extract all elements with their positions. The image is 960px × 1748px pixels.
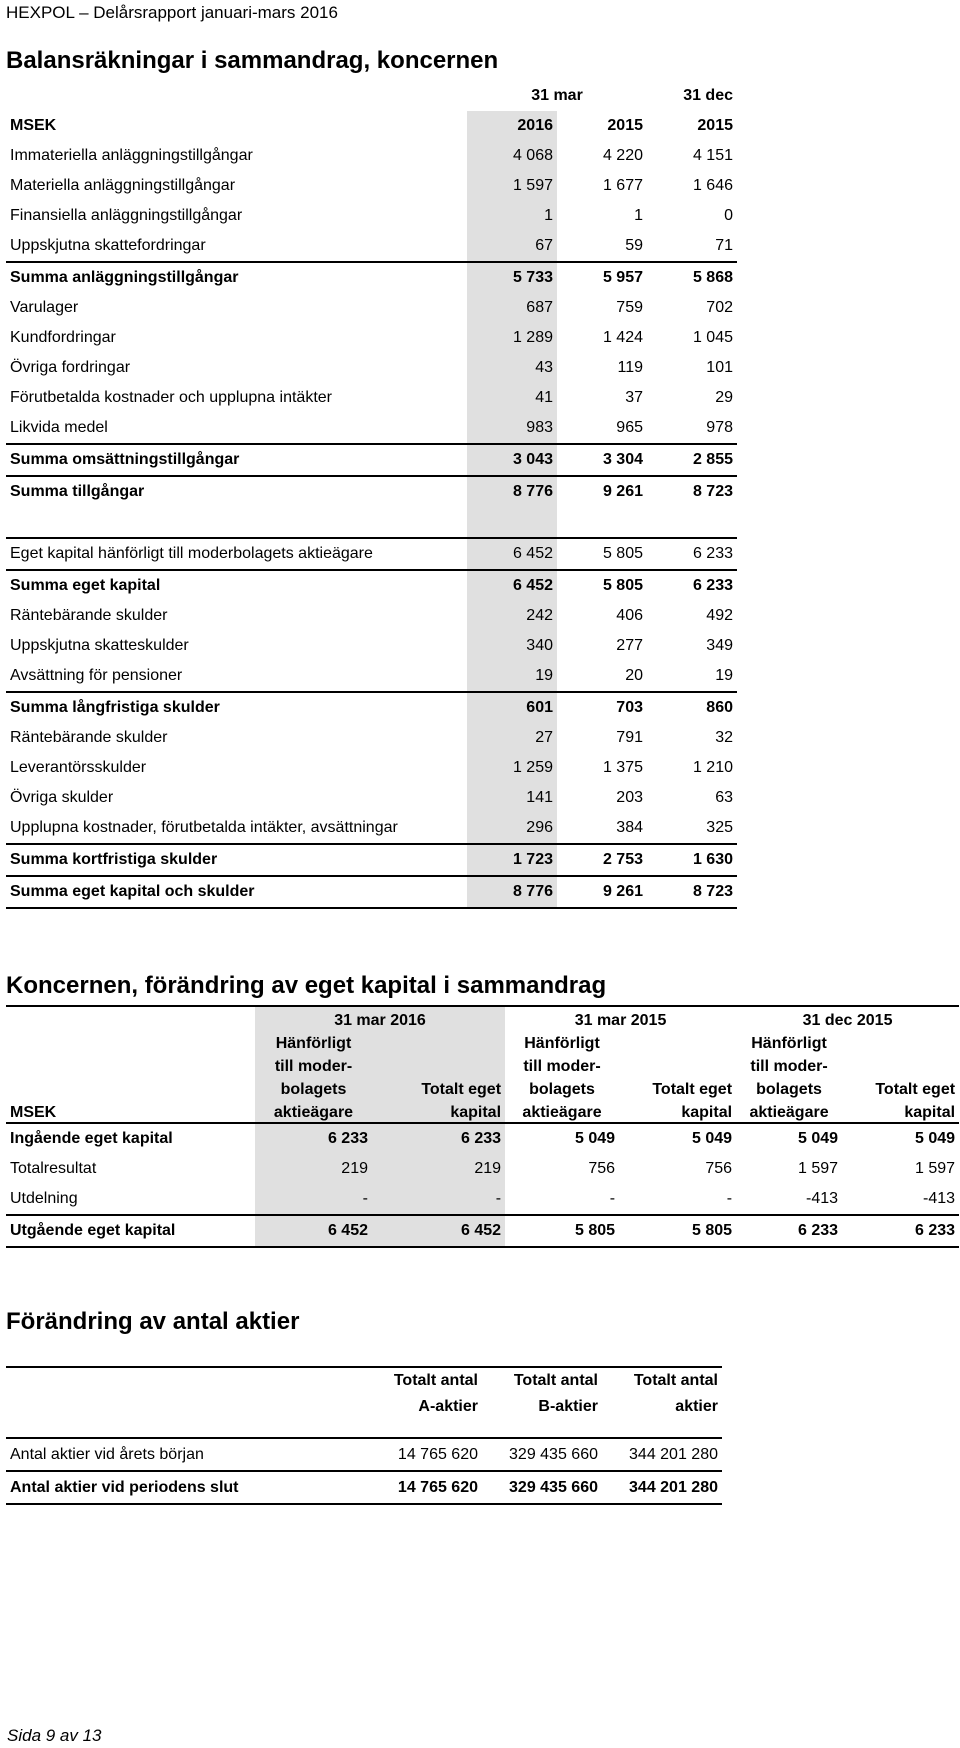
cell-value: 1 597 bbox=[915, 1160, 956, 1177]
cell-value: 349 bbox=[706, 637, 733, 654]
cell-value: 329 435 660 bbox=[482, 1438, 602, 1471]
equity-period: 31 mar 2016 bbox=[255, 1006, 505, 1030]
cell-value: 6 233 bbox=[842, 1215, 959, 1247]
cell-value: 791 bbox=[616, 729, 643, 746]
row-label: Leverantörsskulder bbox=[10, 759, 147, 776]
equity-subheader-row bbox=[6, 1076, 959, 1099]
cell-value: 756 bbox=[588, 1160, 616, 1177]
row-label: Övriga skulder bbox=[10, 789, 114, 806]
table-row bbox=[6, 323, 737, 353]
cell-value: 5 805 bbox=[557, 538, 647, 570]
shares-header: Totalt antal bbox=[362, 1367, 482, 1394]
row-label: Summa eget kapital och skulder bbox=[6, 876, 467, 908]
equity-title: Koncernen, förändring av eget kapital i sammandrag bbox=[6, 972, 607, 999]
cell-value: 6 233 bbox=[647, 538, 737, 570]
unit-label: MSEK bbox=[10, 1104, 57, 1121]
cell-value: 5 049 bbox=[619, 1123, 736, 1154]
cell-value: 29 bbox=[715, 389, 733, 406]
cell-value: 5 049 bbox=[505, 1123, 619, 1154]
table-row bbox=[6, 1215, 959, 1247]
cell-value: 344 201 280 bbox=[602, 1438, 722, 1471]
row-label: Summa anläggningstillgångar bbox=[6, 262, 467, 293]
subheader-attributable: till moder- bbox=[523, 1058, 601, 1075]
cell-value: 4 151 bbox=[692, 147, 733, 164]
cell-value: - bbox=[609, 1190, 616, 1207]
subheader-total bbox=[842, 1030, 959, 1053]
cell-value: 687 bbox=[467, 293, 557, 323]
cell-value: 860 bbox=[647, 692, 737, 723]
subheader-total bbox=[619, 1030, 736, 1053]
table-row bbox=[6, 844, 737, 876]
empty-cell bbox=[6, 1030, 255, 1053]
cell-value: 59 bbox=[625, 237, 643, 254]
cell-value: 2 753 bbox=[557, 844, 647, 876]
cell-value: 6 452 bbox=[467, 538, 557, 570]
cell-value: 141 bbox=[467, 783, 557, 813]
subheader-total: Totalt eget bbox=[875, 1081, 956, 1098]
table-row bbox=[6, 141, 737, 171]
shares-title: Förändring av antal aktier bbox=[6, 1308, 300, 1335]
cell-value: 756 bbox=[705, 1160, 733, 1177]
cell-value: 242 bbox=[467, 601, 557, 631]
cell-value: 20 bbox=[625, 667, 643, 684]
period-dec: 31 dec bbox=[683, 87, 733, 104]
cell-value: 9 261 bbox=[557, 876, 647, 908]
cell-value: 8 776 bbox=[467, 876, 557, 908]
cell-value: 3 043 bbox=[467, 444, 557, 476]
table-row bbox=[6, 353, 737, 383]
subheader-attributable: Hänförligt bbox=[255, 1030, 372, 1053]
spacer-row bbox=[6, 1420, 722, 1438]
cell-value: 4 220 bbox=[602, 147, 643, 164]
cell-value: 759 bbox=[616, 299, 643, 316]
year-header-row bbox=[6, 111, 737, 141]
row-label: Uppskjutna skatteskulder bbox=[10, 637, 189, 654]
table-row bbox=[6, 413, 737, 444]
row-label: Totalresultat bbox=[10, 1160, 97, 1177]
cell-value: 9 261 bbox=[557, 476, 647, 507]
table-row bbox=[6, 1123, 959, 1154]
equity-subheader-row bbox=[6, 1030, 959, 1053]
cell-value: 5 049 bbox=[842, 1123, 959, 1154]
table-row bbox=[6, 262, 737, 293]
subheader-attributable: bolagets bbox=[756, 1081, 822, 1098]
subheader-attributable: till moder- bbox=[750, 1058, 828, 1075]
table-row bbox=[6, 383, 737, 413]
cell-value: 1 597 bbox=[467, 171, 557, 201]
unit-label: MSEK bbox=[10, 117, 57, 134]
subheader-total bbox=[372, 1053, 505, 1076]
row-label: Antal aktier vid årets början bbox=[6, 1438, 362, 1471]
empty-cell bbox=[6, 1053, 255, 1076]
table-row bbox=[6, 476, 737, 507]
cell-value: 5 805 bbox=[505, 1215, 619, 1247]
table-row bbox=[6, 876, 737, 908]
shares-header: B-aktier bbox=[538, 1398, 598, 1415]
cell-value: -413 bbox=[923, 1190, 956, 1207]
table-row bbox=[6, 1154, 959, 1184]
shares-table bbox=[6, 1366, 722, 1505]
equity-period: 31 dec 2015 bbox=[736, 1006, 959, 1030]
cell-value: - bbox=[372, 1184, 505, 1215]
row-label: Summa kortfristiga skulder bbox=[6, 844, 467, 876]
cell-value: 6 233 bbox=[647, 570, 737, 601]
cell-value: 601 bbox=[467, 692, 557, 723]
year-label: 2015 bbox=[697, 117, 733, 134]
page-footer: Sida 9 av 13 bbox=[7, 1726, 102, 1745]
table-row bbox=[6, 723, 737, 753]
cell-value: 43 bbox=[467, 353, 557, 383]
subheader-attributable: aktieägare bbox=[522, 1104, 602, 1121]
cell-value: 340 bbox=[467, 631, 557, 661]
cell-value: 1 375 bbox=[602, 759, 643, 776]
page-header: HEXPOL – Delårsrapport januari-mars 2016 bbox=[6, 3, 338, 22]
year-label: 2016 bbox=[467, 111, 557, 141]
row-label: Utgående eget kapital bbox=[6, 1215, 255, 1247]
cell-value: 277 bbox=[616, 637, 643, 654]
subheader-attributable: Hänförligt bbox=[751, 1035, 827, 1052]
cell-value: 1 045 bbox=[692, 329, 733, 346]
cell-value: 37 bbox=[625, 389, 643, 406]
cell-value: 6 452 bbox=[467, 570, 557, 601]
row-label: Finansiella anläggningstillgångar bbox=[10, 207, 243, 224]
row-label: Eget kapital hänförligt till moderbolagets aktieägare bbox=[6, 538, 467, 570]
subheader-total: kapital bbox=[372, 1099, 505, 1123]
subheader-attributable: till moder- bbox=[255, 1053, 372, 1076]
row-label: Räntebärande skulder bbox=[10, 729, 168, 746]
subheader-total bbox=[842, 1053, 959, 1076]
cell-value: 296 bbox=[467, 813, 557, 844]
table-row bbox=[6, 631, 737, 661]
row-label: Upplupna kostnader, förutbetalda intäkter, avsättningar bbox=[10, 819, 398, 836]
cell-value: -413 bbox=[806, 1190, 839, 1207]
cell-value: 41 bbox=[467, 383, 557, 413]
table-row bbox=[6, 231, 737, 262]
subheader-total: kapital bbox=[904, 1104, 956, 1121]
cell-value: - bbox=[255, 1184, 372, 1215]
cell-value: 1 677 bbox=[602, 177, 643, 194]
subheader-attributable: bolagets bbox=[255, 1076, 372, 1099]
subheader-total bbox=[619, 1053, 736, 1076]
cell-value: 325 bbox=[706, 819, 733, 836]
cell-value: 71 bbox=[715, 237, 733, 254]
cell-value: 14 765 620 bbox=[362, 1438, 482, 1471]
row-label: Förutbetalda kostnader och upplupna intäkter bbox=[10, 389, 332, 406]
cell-value: 1 424 bbox=[602, 329, 643, 346]
cell-value: 1 289 bbox=[467, 323, 557, 353]
cell-value: 219 bbox=[372, 1154, 505, 1184]
cell-value: 2 855 bbox=[647, 444, 737, 476]
table-row bbox=[6, 1471, 722, 1504]
row-label: Övriga fordringar bbox=[10, 359, 131, 376]
spacer-row bbox=[6, 507, 737, 538]
cell-value: 203 bbox=[616, 789, 643, 806]
table-row bbox=[6, 570, 737, 601]
row-label: Kundfordringar bbox=[10, 329, 116, 346]
subheader-total: Totalt eget bbox=[652, 1081, 733, 1098]
cell-value: 27 bbox=[467, 723, 557, 753]
cell-value: 703 bbox=[557, 692, 647, 723]
cell-value: 5 805 bbox=[619, 1215, 736, 1247]
table-row bbox=[6, 661, 737, 692]
row-label: Materiella anläggningstillgångar bbox=[10, 177, 236, 194]
cell-value: 492 bbox=[706, 607, 733, 624]
table-row bbox=[6, 692, 737, 723]
cell-value: 3 304 bbox=[557, 444, 647, 476]
row-label: Antal aktier vid periodens slut bbox=[6, 1471, 362, 1504]
cell-value: 5 805 bbox=[557, 570, 647, 601]
row-label: Summa långfristiga skulder bbox=[6, 692, 467, 723]
table-row bbox=[6, 601, 737, 631]
equity-subheader-row bbox=[6, 1053, 959, 1076]
shares-header-row bbox=[6, 1394, 722, 1420]
table-row bbox=[6, 813, 737, 844]
row-label: Likvida medel bbox=[10, 419, 108, 436]
cell-value: 5 049 bbox=[736, 1123, 842, 1154]
cell-value: 384 bbox=[616, 819, 643, 836]
cell-value: 1 597 bbox=[797, 1160, 839, 1177]
cell-value: 63 bbox=[715, 789, 733, 806]
cell-value: 6 233 bbox=[736, 1215, 842, 1247]
balance-title: Balansräkningar i sammandrag, koncernen bbox=[6, 47, 499, 74]
cell-value: 19 bbox=[715, 667, 733, 684]
cell-value: 702 bbox=[706, 299, 733, 316]
row-label: Avsättning för pensioner bbox=[10, 667, 183, 684]
cell-value: 6 452 bbox=[255, 1215, 372, 1247]
table-row bbox=[6, 201, 737, 231]
cell-value: 329 435 660 bbox=[482, 1471, 602, 1504]
shares-header: aktier bbox=[675, 1398, 718, 1415]
cell-value: 19 bbox=[467, 661, 557, 692]
cell-value: 1 723 bbox=[467, 844, 557, 876]
cell-value: 406 bbox=[616, 607, 643, 624]
cell-value: 119 bbox=[617, 359, 643, 376]
row-label: Summa tillgångar bbox=[6, 476, 467, 507]
table-row bbox=[6, 1184, 959, 1215]
equity-table bbox=[6, 1005, 959, 1248]
cell-value: 965 bbox=[616, 419, 643, 436]
shares-header: A-aktier bbox=[418, 1398, 478, 1415]
cell-value: 14 765 620 bbox=[362, 1471, 482, 1504]
equity-subheader-row bbox=[6, 1099, 959, 1123]
subheader-total: Totalt eget bbox=[372, 1076, 505, 1099]
subheader-total bbox=[372, 1030, 505, 1053]
year-label: 2015 bbox=[607, 117, 643, 134]
cell-value: 6 452 bbox=[372, 1215, 505, 1247]
subheader-attributable: aktieägare bbox=[749, 1104, 829, 1121]
cell-value: 1 630 bbox=[647, 844, 737, 876]
cell-value: 67 bbox=[467, 231, 557, 262]
period-mar: 31 mar bbox=[531, 87, 583, 104]
shares-header: Totalt antal bbox=[482, 1367, 602, 1394]
row-label: Immateriella anläggningstillgångar bbox=[10, 147, 253, 164]
cell-value: 1 210 bbox=[692, 759, 733, 776]
table-row bbox=[6, 753, 737, 783]
subheader-total: kapital bbox=[681, 1104, 733, 1121]
table-row bbox=[6, 1438, 722, 1471]
cell-value: 978 bbox=[706, 419, 733, 436]
cell-value: 0 bbox=[724, 207, 733, 224]
balance-table bbox=[6, 81, 737, 909]
row-label: Utdelning bbox=[10, 1190, 78, 1207]
row-label: Uppskjutna skattefordringar bbox=[10, 237, 206, 254]
row-label: Ingående eget kapital bbox=[6, 1123, 255, 1154]
row-label: Summa omsättningstillgångar bbox=[6, 444, 467, 476]
table-row bbox=[6, 444, 737, 476]
cell-value: 32 bbox=[715, 729, 733, 746]
cell-value: 8 776 bbox=[467, 476, 557, 507]
cell-value: 5 957 bbox=[557, 262, 647, 293]
subheader-attributable: aktieägare bbox=[255, 1099, 372, 1123]
cell-value: 4 068 bbox=[467, 141, 557, 171]
equity-period: 31 mar 2015 bbox=[505, 1006, 736, 1030]
shares-header-row bbox=[6, 1367, 722, 1394]
row-label: Varulager bbox=[10, 299, 79, 316]
shares-header: Totalt antal bbox=[602, 1367, 722, 1394]
cell-value: 101 bbox=[706, 359, 733, 376]
cell-value: 1 259 bbox=[467, 753, 557, 783]
cell-value: - bbox=[726, 1190, 733, 1207]
row-label: Summa eget kapital bbox=[6, 570, 467, 601]
cell-value: 6 233 bbox=[255, 1123, 372, 1154]
cell-value: 1 bbox=[634, 207, 643, 224]
cell-value: 219 bbox=[255, 1154, 372, 1184]
cell-value: 1 bbox=[467, 201, 557, 231]
table-row bbox=[6, 171, 737, 201]
subheader-attributable: bolagets bbox=[529, 1081, 595, 1098]
cell-value: 8 723 bbox=[647, 876, 737, 908]
table-row bbox=[6, 538, 737, 570]
cell-value: 5 733 bbox=[467, 262, 557, 293]
cell-value: 5 868 bbox=[647, 262, 737, 293]
cell-value: 1 646 bbox=[692, 177, 733, 194]
cell-value: 344 201 280 bbox=[602, 1471, 722, 1504]
period-header-row bbox=[6, 81, 737, 111]
subheader-attributable: Hänförligt bbox=[524, 1035, 600, 1052]
row-label: Räntebärande skulder bbox=[10, 607, 168, 624]
cell-value: 8 723 bbox=[647, 476, 737, 507]
cell-value: 6 233 bbox=[372, 1123, 505, 1154]
table-row bbox=[6, 293, 737, 323]
equity-period-row bbox=[6, 1006, 959, 1030]
cell-value: 983 bbox=[467, 413, 557, 444]
table-row bbox=[6, 783, 737, 813]
empty-cell bbox=[6, 1076, 255, 1099]
